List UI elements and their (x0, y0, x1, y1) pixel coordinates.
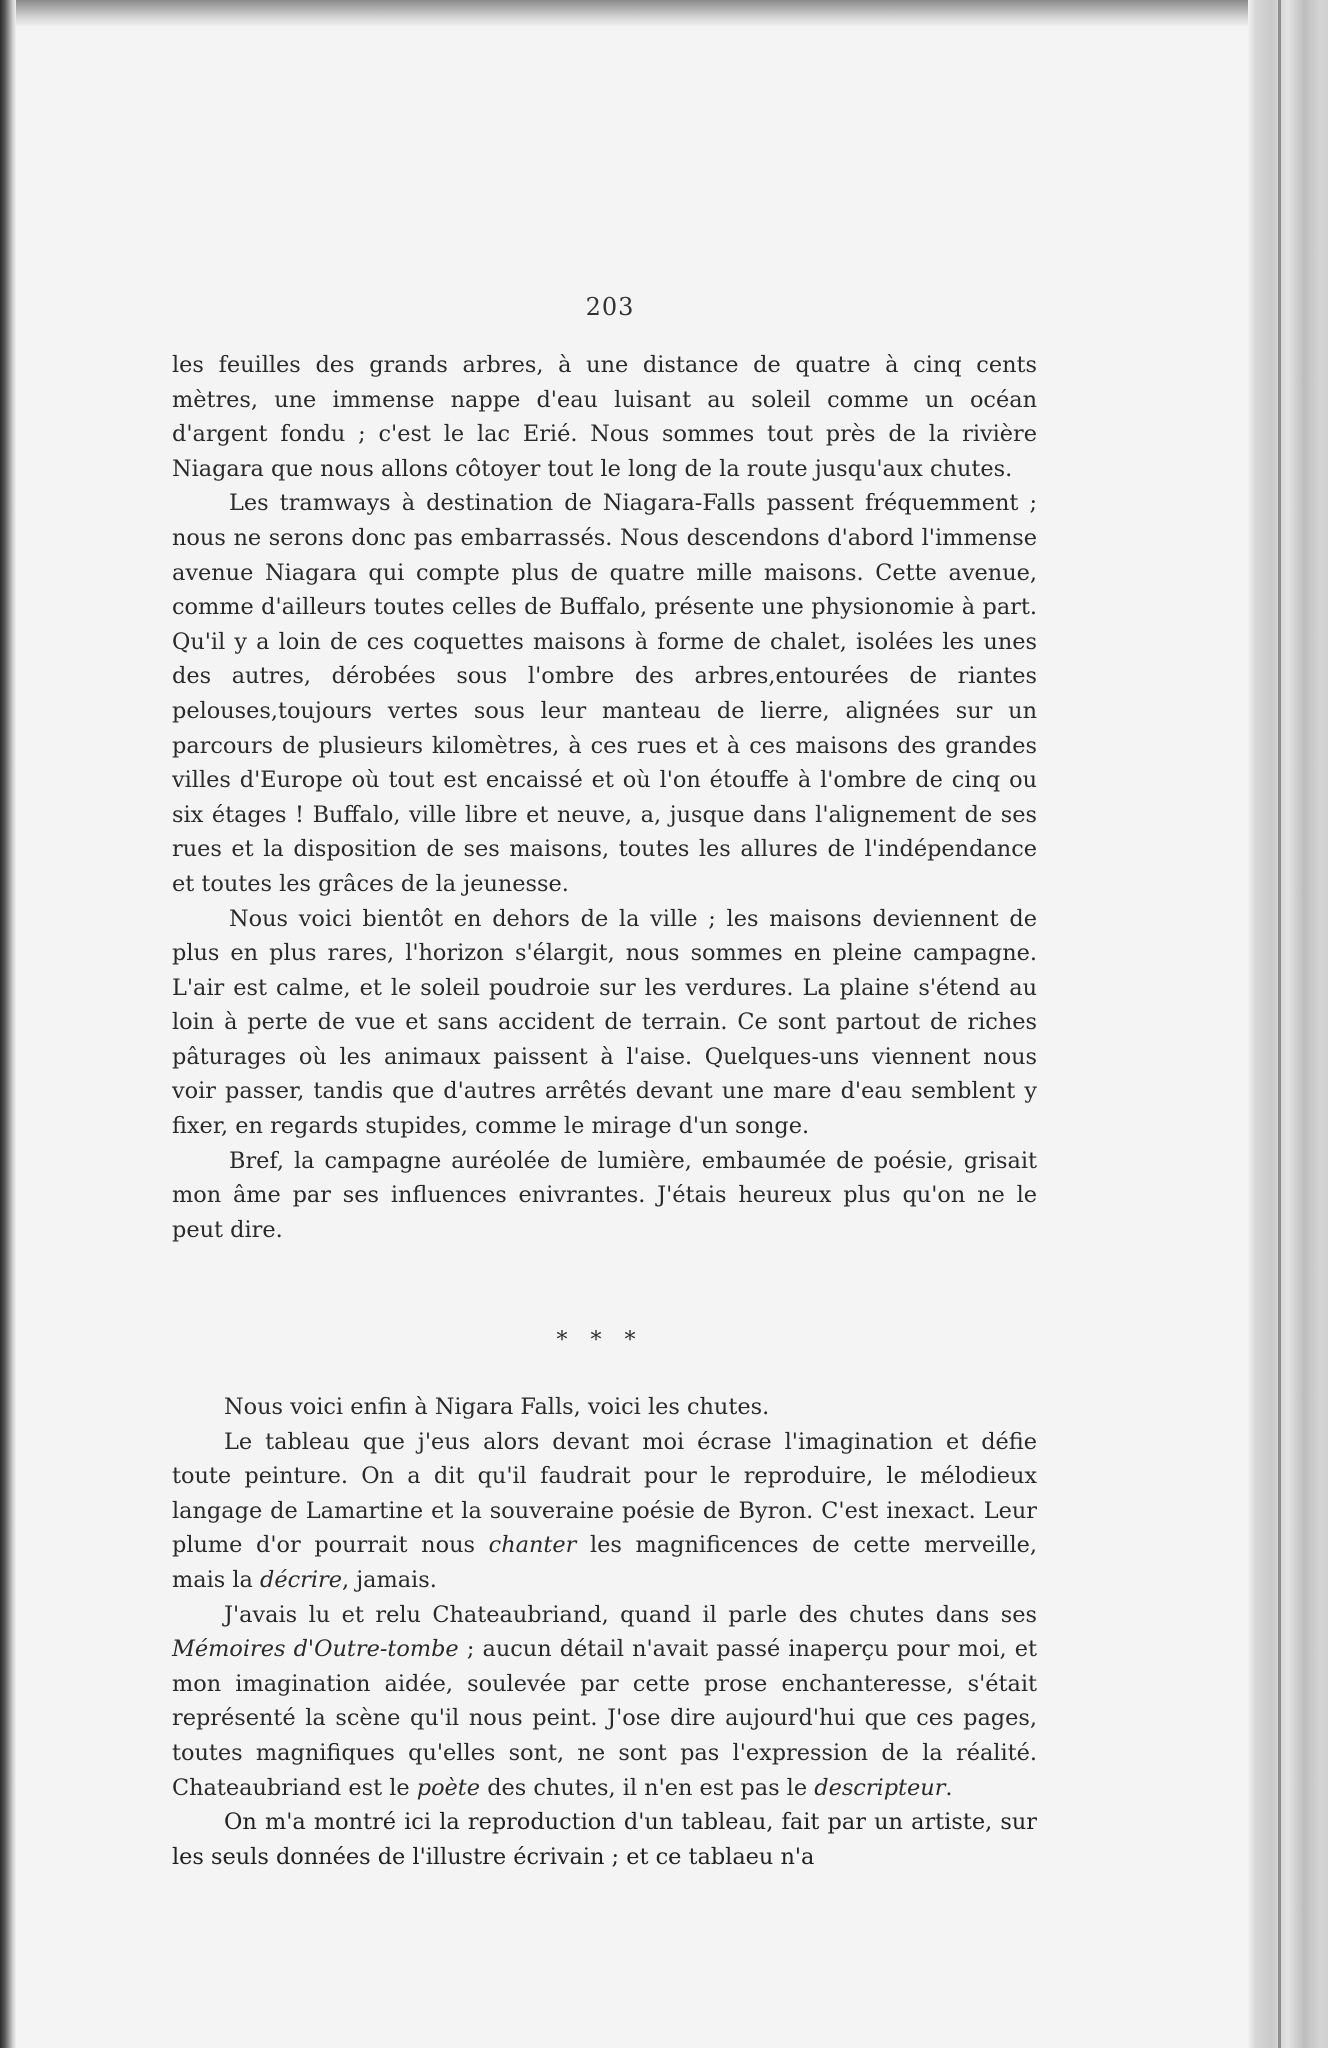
paragraph-text: Le tableau que j'eus alors devant moi écrase l'imagination et défie toute peinture. On a dit qu'il faudrait pour le reproduire, le mélodieux langage de Lamartine et la souveraine poésie de Byron. C'est inexact. Leur plume d'or pourrait nous (172, 1428, 1037, 1559)
italic-word: poète (416, 1774, 481, 1801)
paragraph: Les tramways à destination de Niagara-Falls passent fréquemment ; nous ne serons donc pas embarrassés. Nous descendons d'abord l'immense avenue Niagara qui compte plus de quatre mille maisons. Cette avenue, comme d'ailleurs toutes celles de Buffalo, présente une physionomie à part. Qu'il y a loin de ces coquettes maisons à forme de chalet, isolées les unes des autres, dérobées sous l'ombre des arbres,entourées de riantes pelouses,toujours vertes sous leur manteau de lierre, alignées sur un parcours de plusieurs kilomètres, à ces rues et à ces maisons des grandes villes d'Europe où tout est encaissé et où l'on étouffe à l'ombre de cinq ou six étages ! Buffalo, ville libre et neuve, a, jusque dans l'alignement de ses rues et la disposition de ses maisons, toutes les allures de l'indépendance et toutes les grâces de la jeunesse. (172, 490, 1037, 897)
book-title: Mémoires d'Outre-tombe (172, 1636, 459, 1663)
paragraph (172, 1598, 1037, 1806)
paragraph-text: J'avais lu et relu Chateaubriand, quand il parle des chutes dans ses (224, 1601, 1037, 1628)
section-separator: * * * (556, 1328, 644, 1353)
paragraph: Nous voici bientôt en dehors de la ville ; les maisons deviennent de plus en plus rares, l'horizon s'élargit, nous sommes en pleine campagne. L'air est calme, et le soleil poudroie sur les verdures. La plaine s'étend au loin à perte de vue et sans accident de terrain. Ce sont partout de riches pâturages où les animaux paissent à l'aise. Quelques-uns viennent nous voir passer, tandis que d'autres arrêtés devant une mare d'eau semblent y fixer, en regards stupides, comme le mirage d'un songe. (172, 905, 1037, 1140)
text-section-1 (172, 348, 1037, 1247)
book-spine-edge (1248, 0, 1328, 2048)
page-number: 203 (585, 293, 635, 321)
italic-word: descripteur (814, 1774, 946, 1801)
text-section-2 (172, 1390, 1037, 1874)
paragraph: On m'a montré ici la reproduction d'un tableau, fait par un artiste, sur les seuls données de l'illustre écrivain ; et ce tablaeu n'a (172, 1809, 1037, 1870)
paragraph-text: les magnificences de cette merveille, mais la (172, 1532, 1037, 1593)
italic-word: chanter (488, 1532, 577, 1559)
paragraph-text: . (945, 1774, 953, 1801)
paragraph (172, 1425, 1037, 1598)
scan-left-edge (0, 0, 16, 2048)
paragraph-text: ; aucun détail n'avait passé inaperçu pour moi, et mon imagination aidée, soulevée par cette prose enchanteresse, s'était représenté la scène qu'il nous peint. J'ose dire aujourd'hui que ces pages, toutes magnifiques qu'elles sont, ne sont pas l'expression de la réalité. Chateaubriand est le (172, 1636, 1037, 1801)
paragraph-text: , jamais. (341, 1566, 437, 1593)
paragraph: les feuilles des grands arbres, à une distance de quatre à cinq cents mètres, une immense nappe d'eau luisant au soleil comme un océan d'argent fondu ; c'est le lac Erié. Nous sommes tout près de la rivière Niagara que nous allons côtoyer tout le long de la route jusqu'aux chutes. (172, 352, 1037, 482)
page-gutter-line (1278, 0, 1281, 2048)
italic-word: décrire (260, 1566, 342, 1593)
paragraph-text: des chutes, il n'en est pas le (487, 1774, 808, 1801)
paragraph: Nous voici enfin à Nigara Falls, voici les chutes. (224, 1394, 770, 1420)
paragraph: Bref, la campagne auréolée de lumière, embaumée de poésie, grisait mon âme par ses influences enivrantes. J'étais heureux plus qu'on ne le peut dire. (172, 1147, 1037, 1243)
scan-top-shadow (0, 0, 1328, 26)
